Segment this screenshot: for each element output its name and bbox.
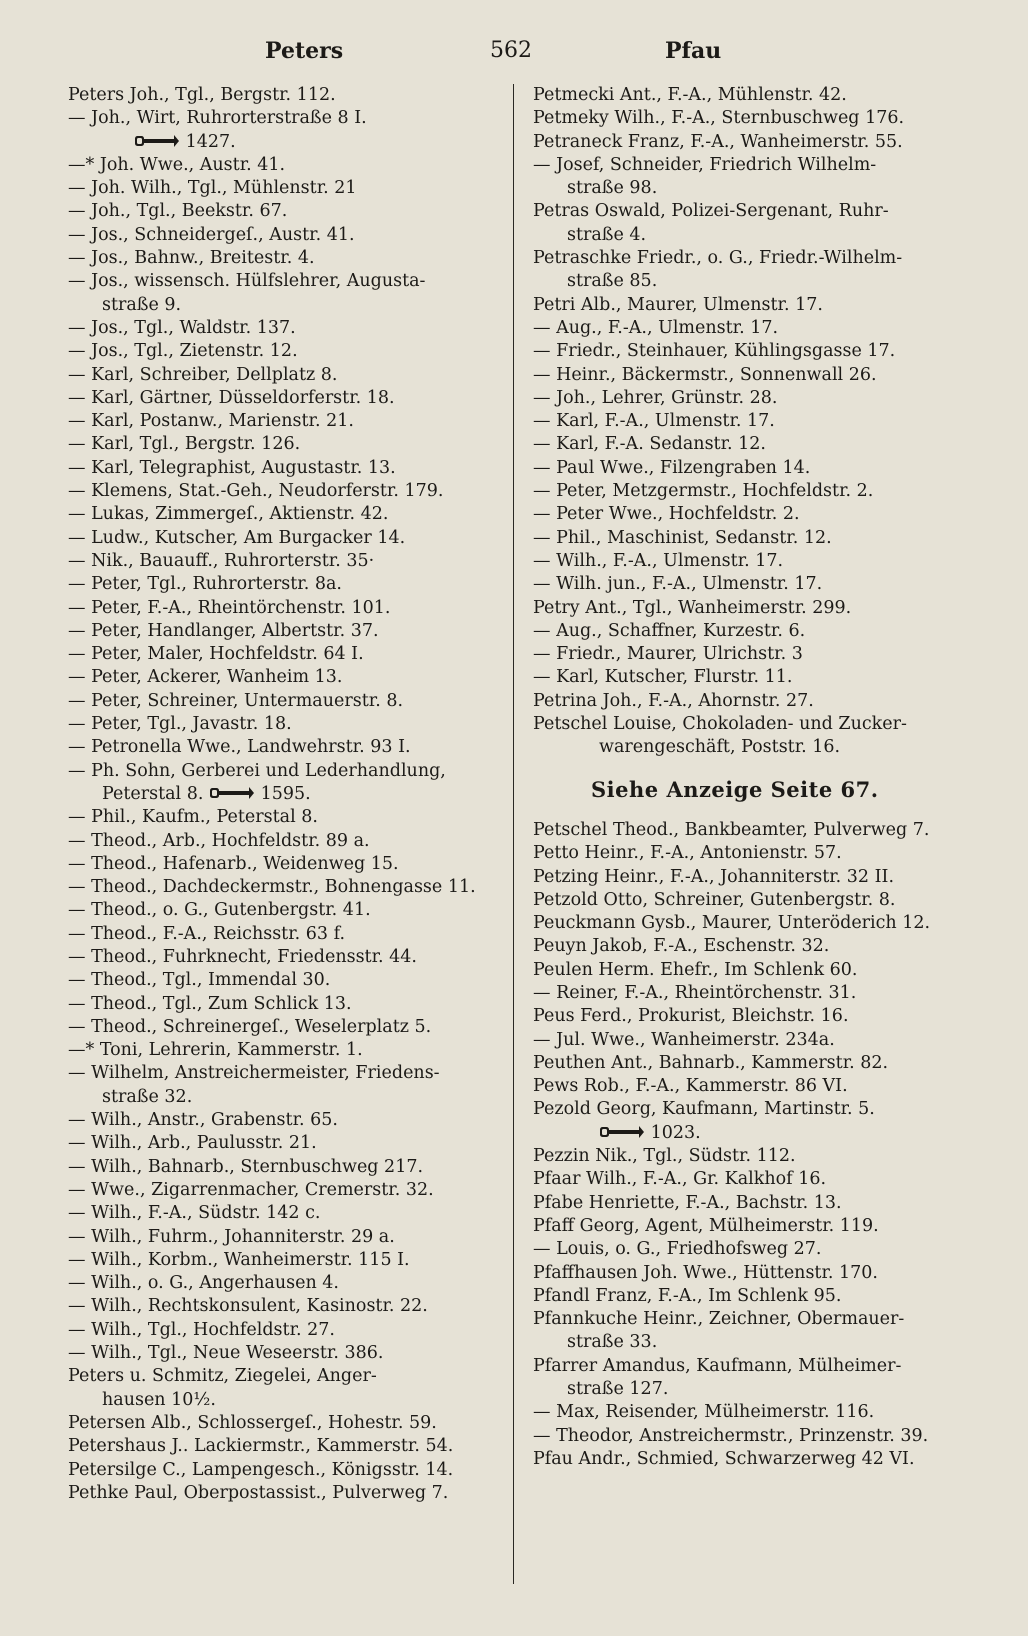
- entry-text: straße 9.: [102, 294, 182, 315]
- entry-text: — Karl, F.-A. Sedanstr. 12.: [533, 434, 766, 455]
- entry-text: — Wilh. jun., F.-A., Ulmenstr. 17.: [533, 574, 823, 595]
- directory-entry: [68, 573, 498, 596]
- entry-text: Peuyn Jakob, F.-A., Eschenstr. 32.: [533, 936, 830, 957]
- entry-text: — Ludw., Kutscher, Am Burgacker 14.: [68, 527, 406, 548]
- entry-text: Petzold Otto, Schreiner, Gutenbergstr. 8.: [533, 889, 896, 910]
- directory-entry: [68, 969, 498, 992]
- directory-entry: [68, 1412, 498, 1435]
- directory-entry: [533, 912, 965, 935]
- directory-entry: [533, 842, 965, 865]
- directory-entry: [68, 1482, 498, 1505]
- directory-entry: [533, 317, 965, 340]
- directory-entry: [533, 410, 965, 433]
- entry-text: — Jos., Bahnw., Breitestr. 4.: [68, 248, 315, 269]
- entry-text: Petmeky Wilh., F.-A., Sternbuschweg 176.: [533, 108, 905, 129]
- entry-text: — Max, Reisender, Mülheimerstr. 116.: [533, 1402, 875, 1423]
- telephone-number: 1595.: [260, 783, 311, 804]
- directory-entry: [533, 1029, 965, 1052]
- entry-text: straße 127.: [567, 1379, 669, 1400]
- directory-entry: [533, 1075, 965, 1098]
- entry-text: — Ph. Sohn, Gerberei und Lederhandlung,: [68, 760, 446, 781]
- directory-entry: [68, 760, 498, 783]
- entry-text: — Klemens, Stat.-Geh., Neudorferstr. 179.: [68, 481, 444, 502]
- directory-entry: [68, 317, 498, 340]
- directory-entry: [68, 620, 498, 643]
- entry-text: Peulen Herm. Ehefr., Im Schlenk 60.: [533, 959, 858, 980]
- entry-text: Petschel Louise, Chokoladen- und Zucker-: [533, 714, 907, 735]
- entry-text: — Paul Wwe., Filzengraben 14.: [533, 457, 811, 478]
- directory-entry: [68, 340, 498, 363]
- directory-entry: [533, 935, 965, 958]
- entry-text: — Theod., Fuhrknecht, Friedensstr. 44.: [68, 946, 417, 967]
- directory-entry: [533, 503, 965, 526]
- directory-entry: [533, 690, 965, 713]
- entry-text: — Phil., Kaufm., Peterstal 8.: [68, 807, 318, 828]
- directory-entry: [68, 993, 498, 1016]
- entry-text: Petry Ant., Tgl., Wanheimerstr. 299.: [533, 597, 852, 618]
- directory-entry: [68, 457, 498, 480]
- directory-entry: [68, 1109, 498, 1132]
- entry-text: — Nik., Bauauff., Ruhrorterstr. 35·: [68, 550, 375, 571]
- entry-text: Peters u. Schmitz, Ziegelei, Anger-: [68, 1366, 377, 1387]
- directory-entry: [68, 783, 498, 806]
- directory-entry: [533, 573, 965, 596]
- directory-entry: [533, 1145, 965, 1168]
- entry-text: Pfaar Wilh., F.-A., Gr. Kalkhof 16.: [533, 1169, 827, 1190]
- entry-text: Pfarrer Amandus, Kaufmann, Mülheimer-: [533, 1355, 902, 1376]
- entry-text: — Heinr., Bäckermstr., Sonnenwall 26.: [533, 364, 877, 385]
- entry-text: — Karl, Postanw., Marienstr. 21.: [68, 411, 354, 432]
- entry-text: Pethke Paul, Oberpostassist., Pulverweg 7.: [68, 1482, 449, 1503]
- running-head-right: Pfau: [665, 38, 722, 64]
- entry-text: — Louis, o. G., Friedhofsweg 27.: [533, 1239, 822, 1260]
- directory-entry: [68, 131, 498, 154]
- directory-entry: [533, 433, 965, 456]
- directory-entry: [68, 830, 498, 853]
- entry-text: — Theod., Arb., Hochfeldstr. 89 a.: [68, 830, 370, 851]
- directory-entry: [533, 1192, 965, 1215]
- directory-entry: [68, 84, 498, 107]
- directory-entry: [533, 1215, 965, 1238]
- directory-entry: [68, 923, 498, 946]
- entry-text: straße 85.: [567, 271, 658, 292]
- entry-text: — Wilh., o. G., Angerhausen 4.: [68, 1273, 339, 1294]
- entry-text: — Theod., Schreinergeſ., Weselerplatz 5.: [68, 1016, 432, 1037]
- column-divider: [513, 84, 514, 1584]
- entry-text: —* Joh. Wwe., Austr. 41.: [68, 154, 286, 175]
- entry-text: — Wilh., Tgl., Neue Weseerstr. 386.: [68, 1343, 384, 1364]
- directory-entry: [533, 819, 965, 842]
- directory-entry: [68, 1389, 498, 1412]
- directory-entry: [68, 853, 498, 876]
- entry-text: Petershaus J.. Lackiermstr., Kammerstr. 54.: [68, 1436, 454, 1457]
- directory-entry: [68, 1086, 498, 1109]
- directory-entry: [533, 387, 965, 410]
- entry-text: Pews Rob., F.-A., Kammerstr. 86 VI.: [533, 1076, 848, 1097]
- directory-entry: [68, 433, 498, 456]
- entry-text: — Wilh., Tgl., Hochfeldstr. 27.: [68, 1319, 335, 1340]
- entry-text: Petraschke Friedr., o. G., Friedr.-Wilhelm-: [533, 248, 903, 269]
- directory-entry: [533, 666, 965, 689]
- entry-text: — Joh., Lehrer, Grünstr. 28.: [533, 387, 778, 408]
- directory-entry: [533, 1331, 965, 1354]
- entry-text: — Phil., Maschinist, Sedanstr. 12.: [533, 527, 832, 548]
- entry-text: — Friedr., Steinhauer, Kühlingsgasse 17.: [533, 341, 896, 362]
- entry-text: — Petronella Wwe., Landwehrstr. 93 I.: [68, 737, 411, 758]
- entry-text: — Peter, Maler, Hochfeldstr. 64 I.: [68, 644, 364, 665]
- directory-entry: [533, 1285, 965, 1308]
- entry-text: Petrina Joh., F.-A., Ahornstr. 27.: [533, 690, 814, 711]
- directory-entry: [533, 131, 965, 154]
- entry-text: — Peter, F.-A., Rheintörchenstr. 101.: [68, 597, 391, 618]
- directory-entry: [533, 1308, 965, 1331]
- directory-entry: [533, 736, 965, 759]
- entry-text: — Jos., wissensch. Hülfslehrer, Augusta-: [68, 271, 426, 292]
- right-column: [533, 84, 965, 1471]
- directory-entry: [68, 1156, 498, 1179]
- entry-text: Petersen Alb., Schlossergeſ., Hohestr. 59.: [68, 1412, 437, 1433]
- entry-text: Petzing Heinr., F.-A., Johanniterstr. 32 II.: [533, 866, 895, 887]
- directory-entry: [533, 84, 965, 107]
- entry-text: — Peter, Schreiner, Untermauerstr. 8.: [68, 690, 404, 711]
- entry-text: — Wilh., Bahnarb., Sternbuschweg 217.: [68, 1156, 424, 1177]
- entry-text: — Karl, F.-A., Ulmenstr. 17.: [533, 411, 775, 432]
- directory-entry: [533, 1005, 965, 1028]
- entry-text: straße 33.: [567, 1332, 658, 1353]
- entry-text: — Karl, Tgl., Bergstr. 126.: [68, 434, 301, 455]
- directory-entry: [68, 154, 498, 177]
- directory-entry: [68, 690, 498, 713]
- directory-entry: [68, 480, 498, 503]
- entry-text: — Reiner, F.-A., Rheintörchenstr. 31.: [533, 982, 857, 1003]
- directory-entry: [68, 899, 498, 922]
- directory-entry: [68, 1272, 498, 1295]
- entry-text: straße 98.: [567, 178, 658, 199]
- directory-entry: [68, 876, 498, 899]
- entry-text: — Karl, Schreiber, Dellplatz 8.: [68, 364, 338, 385]
- ad-notice: Siehe Anzeige Seite 67.: [591, 776, 879, 802]
- directory-entry: [533, 866, 965, 889]
- directory-entry: [68, 946, 498, 969]
- entry-text: Pfannkuche Heinr., Zeichner, Obermauer-: [533, 1309, 905, 1330]
- entry-text: — Josef, Schneider, Friedrich Wilhelm-: [533, 154, 877, 175]
- directory-entry: [533, 200, 965, 223]
- entry-text: Peterstal 8.: [102, 783, 204, 804]
- directory-entry: [68, 1249, 498, 1272]
- entry-text: Pezzin Nik., Tgl., Südstr. 112.: [533, 1146, 796, 1167]
- directory-entry: [68, 806, 498, 829]
- directory-entry: [68, 410, 498, 433]
- entry-text: — Joh., Wirt, Ruhrorterstraße 8 I.: [68, 108, 367, 129]
- directory-entry: [68, 270, 498, 293]
- entry-text: — Jos., Schneidergeſ., Austr. 41.: [68, 224, 355, 245]
- entry-text: — Jos., Tgl., Zietenstr. 12.: [68, 341, 298, 362]
- directory-entry: [68, 1342, 498, 1365]
- directory-entry: [533, 597, 965, 620]
- directory-entry: [533, 643, 965, 666]
- directory-entry: [68, 224, 498, 247]
- entry-text: Pfaffhausen Joh. Wwe., Hüttenstr. 170.: [533, 1262, 878, 1283]
- entry-text: —* Toni, Lehrerin, Kammerstr. 1.: [68, 1040, 363, 1061]
- directory-entry: [68, 177, 498, 200]
- entry-text: — Aug., Schaffner, Kurzestr. 6.: [533, 620, 806, 641]
- directory-entry: [68, 1365, 498, 1388]
- directory-entry: [68, 666, 498, 689]
- entry-text: — Peter, Handlanger, Albertstr. 37.: [68, 620, 379, 641]
- entry-text: — Peter, Tgl., Ruhrorterstr. 8a.: [68, 574, 342, 595]
- entry-text: Petras Oswald, Polizei-Sergenant, Ruhr-: [533, 201, 889, 222]
- directory-entry: [533, 959, 965, 982]
- directory-entry: [68, 550, 498, 573]
- directory-entry: [533, 1098, 965, 1121]
- entry-text: Pfaff Georg, Agent, Mülheimerstr. 119.: [533, 1215, 879, 1236]
- telephone-icon: [134, 132, 180, 152]
- entry-text: — Wilhelm, Anstreichermeister, Friedens-: [68, 1063, 440, 1084]
- entry-text: Peus Ferd., Prokurist, Bleichstr. 16.: [533, 1006, 849, 1027]
- entry-text: — Theod., Tgl., Zum Schlick 13.: [68, 993, 352, 1014]
- entry-text: 1023.: [650, 1122, 701, 1143]
- entry-text: Petri Alb., Maurer, Ulmenstr. 17.: [533, 294, 823, 315]
- entry-text: Peuckmann Gysb., Maurer, Unteröderich 12.: [533, 913, 931, 934]
- directory-entry: [533, 1378, 965, 1401]
- directory-entry: [533, 1425, 965, 1448]
- entry-text: — Theod., Tgl., Immendal 30.: [68, 970, 331, 991]
- telephone-icon: [599, 1123, 645, 1143]
- directory-entry: [68, 1202, 498, 1225]
- entry-text: — Wilh., F.-A., Südstr. 142 c.: [68, 1203, 321, 1224]
- directory-entry: [68, 736, 498, 759]
- directory-entry: [533, 340, 965, 363]
- directory-entry: [68, 1062, 498, 1085]
- entry-text: — Peter, Metzgermstr., Hochfeldstr. 2.: [533, 481, 874, 502]
- entry-text: — Theod., Dachdeckermstr., Bohnengasse 11.: [68, 877, 476, 898]
- entry-text: Petersilge C., Lampengesch., Königsstr. 14.: [68, 1459, 454, 1480]
- directory-entry: [533, 457, 965, 480]
- entry-text: — Lukas, Zimmergeſ., Aktienstr. 42.: [68, 504, 389, 525]
- directory-entry: [68, 1132, 498, 1155]
- entry-text: — Wilh., Arb., Paulusstr. 21.: [68, 1133, 317, 1154]
- left-column: [68, 84, 498, 1505]
- directory-entry: [533, 1052, 965, 1075]
- telephone-icon: [209, 784, 255, 804]
- directory-entry: [533, 1355, 965, 1378]
- entry-text: Petraneck Franz, F.-A., Wanheimerstr. 55.: [533, 131, 903, 152]
- right-column-top-entries: [533, 84, 965, 760]
- entry-text: Petto Heinr., F.-A., Antonienstr. 57.: [533, 843, 842, 864]
- entry-text: — Theod., Hafenarb., Weidenweg 15.: [68, 853, 399, 874]
- directory-entry: [68, 364, 498, 387]
- entry-text: — Joh. Wilh., Tgl., Mühlenstr. 21: [68, 178, 357, 199]
- entry-text: hausen 10½.: [102, 1389, 216, 1410]
- directory-entry: [533, 294, 965, 317]
- directory-entry: [533, 620, 965, 643]
- directory-entry: [68, 1319, 498, 1342]
- directory-entry: [68, 1179, 498, 1202]
- directory-entry: [68, 1226, 498, 1249]
- entry-text: — Jul. Wwe., Wanheimerstr. 234a.: [533, 1029, 835, 1050]
- entry-text: — Theodor, Anstreichermstr., Prinzenstr. 39.: [533, 1425, 929, 1446]
- entry-text: Pezold Georg, Kaufmann, Martinstr. 5.: [533, 1099, 875, 1120]
- entry-text: — Wilh., F.-A., Ulmenstr. 17.: [533, 550, 784, 571]
- directory-entry: [533, 713, 965, 736]
- directory-entry: [68, 713, 498, 736]
- entry-text: — Aug., F.-A., Ulmenstr. 17.: [533, 317, 779, 338]
- entry-text: Petschel Theod., Bankbeamter, Pulverweg 7.: [533, 819, 930, 840]
- entry-text: — Friedr., Maurer, Ulrichstr. 3: [533, 644, 803, 665]
- directory-entry: [533, 1238, 965, 1261]
- directory-entry: [68, 503, 498, 526]
- entry-text: Pfabe Henriette, F.-A., Bachstr. 13.: [533, 1192, 842, 1213]
- entry-text: straße 32.: [102, 1086, 193, 1107]
- entry-text: — Peter Wwe., Hochfeldstr. 2.: [533, 504, 800, 525]
- entry-text: — Karl, Telegraphist, Augustastr. 13.: [68, 457, 396, 478]
- directory-entry: [533, 1122, 965, 1145]
- entry-text: — Wwe., Zigarrenmacher, Cremerstr. 32.: [68, 1179, 434, 1200]
- entry-text: Pfau Andr., Schmied, Schwarzerweg 42 VI.: [533, 1448, 915, 1469]
- directory-entry: [533, 1401, 965, 1424]
- directory-entry: [533, 177, 965, 200]
- directory-entry: [533, 270, 965, 293]
- directory-entry: [533, 224, 965, 247]
- entry-text: — Theod., o. G., Gutenbergstr. 41.: [68, 900, 371, 921]
- page-number: 562: [490, 38, 532, 63]
- entry-text: — Wilh., Anstr., Grabenstr. 65.: [68, 1110, 338, 1131]
- entry-text: — Peter, Tgl., Javastr. 18.: [68, 714, 292, 735]
- directory-entry: [68, 200, 498, 223]
- entry-text: Peuthen Ant., Bahnarb., Kammerstr. 82.: [533, 1052, 889, 1073]
- entry-text: Petmecki Ant., F.-A., Mühlenstr. 42.: [533, 85, 847, 105]
- directory-entry: [68, 107, 498, 130]
- entry-text: — Jos., Tgl., Waldstr. 137.: [68, 317, 296, 338]
- directory-entry: [533, 154, 965, 177]
- entry-text: 1427.: [185, 131, 236, 152]
- entry-text: Peters Joh., Tgl., Bergstr. 112.: [68, 85, 336, 105]
- directory-entry: [68, 294, 498, 317]
- entry-text: Pfandl Franz, F.-A., Im Schlenk 95.: [533, 1285, 842, 1306]
- directory-entry: [68, 1295, 498, 1318]
- right-column-bottom-entries: [533, 819, 965, 1471]
- entry-text: — Theod., F.-A., Reichsstr. 63 f.: [68, 923, 346, 944]
- directory-entry: [533, 1262, 965, 1285]
- directory-entry: [68, 247, 498, 270]
- directory-entry: [533, 480, 965, 503]
- directory-entry: [68, 597, 498, 620]
- entry-text: — Joh., Tgl., Beekstr. 67.: [68, 201, 288, 222]
- entry-text: — Wilh., Korbm., Wanheimerstr. 115 I.: [68, 1249, 410, 1270]
- running-head-left: Peters: [265, 38, 344, 64]
- entry-text: — Wilh., Fuhrm., Johanniterstr. 29 a.: [68, 1226, 395, 1247]
- directory-entry: [68, 1016, 498, 1039]
- directory-entry: [533, 982, 965, 1005]
- directory-entry: [533, 550, 965, 573]
- directory-entry: [68, 1039, 498, 1062]
- directory-entry: [533, 1168, 965, 1191]
- directory-entry: [68, 387, 498, 410]
- entry-text: — Wilh., Rechtskonsulent, Kasinostr. 22.: [68, 1296, 428, 1317]
- directory-entry: [68, 527, 498, 550]
- directory-entry: [533, 527, 965, 550]
- entry-text: warengeschäft, Poststr. 16.: [599, 737, 841, 758]
- entry-text: — Karl, Kutscher, Flurstr. 11.: [533, 667, 793, 688]
- directory-entry: [533, 1448, 965, 1471]
- directory-entry: [533, 889, 965, 912]
- entry-text: straße 4.: [567, 224, 647, 245]
- entry-text: — Karl, Gärtner, Düsseldorferstr. 18.: [68, 387, 395, 408]
- directory-entry: [68, 1459, 498, 1482]
- entry-text: — Peter, Ackerer, Wanheim 13.: [68, 667, 343, 688]
- directory-entry: [68, 643, 498, 666]
- directory-entry: [68, 1435, 498, 1458]
- directory-entry: [533, 107, 965, 130]
- directory-entry: [533, 364, 965, 387]
- directory-entry: [533, 247, 965, 270]
